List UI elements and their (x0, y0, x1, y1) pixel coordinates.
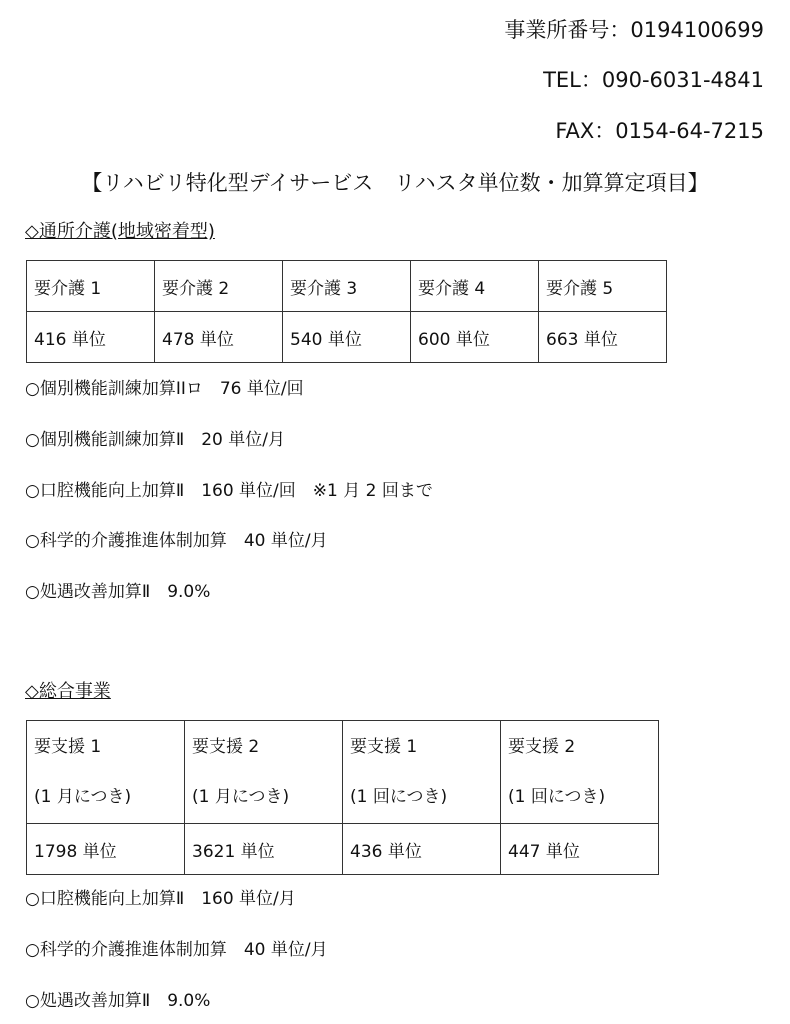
addition-item: ○科学的介護推進体制加算 40 単位/月 (25, 531, 328, 551)
addition-item: ○科学的介護推進体制加算 40 単位/月 (25, 940, 328, 960)
support-level-period: (1 月につき) (192, 787, 290, 807)
care-level-cell: 要介護 2 (155, 261, 283, 312)
unit-cell: 436 単位 (343, 824, 501, 875)
care-level-cell: 要介護 3 (283, 261, 411, 312)
addition-item: ○口腔機能向上加算Ⅱ 160 単位/回 ※1 月 2 回まで (25, 481, 433, 501)
support-level-period: (1 回につき) (350, 787, 448, 807)
fax-number: FAX：0154-64-7215 (555, 119, 764, 143)
care-level-cell: 要介護 5 (539, 261, 667, 312)
support-level-name: 要支援 2 (192, 737, 260, 757)
day-care-section-heading: ◇通所介護(地域密着型) (25, 221, 215, 242)
support-level-name: 要支援 1 (350, 737, 418, 757)
support-level-period: (1 月につき) (34, 787, 132, 807)
support-level-cell (185, 721, 343, 824)
table-row (27, 824, 659, 875)
table-row (27, 312, 667, 363)
unit-cell: 663 単位 (539, 312, 667, 363)
support-level-cell (343, 721, 501, 824)
unit-cell: 478 単位 (155, 312, 283, 363)
phone-number: TEL：090-6031-4841 (543, 68, 764, 92)
addition-item: ○個別機能訓練加算Ⅱ 20 単位/月 (25, 430, 285, 450)
support-level-period: (1 回につき) (508, 787, 606, 807)
table-row (27, 721, 659, 824)
support-level-cell (27, 721, 185, 824)
comprehensive-units-table (26, 720, 659, 875)
day-care-units-table (26, 260, 667, 363)
comprehensive-section-heading: ◇総合事業 (25, 681, 111, 702)
unit-cell: 600 単位 (411, 312, 539, 363)
support-level-cell (501, 721, 659, 824)
addition-item: ○個別機能訓練加算ⅠⅠロ 76 単位/回 (25, 379, 304, 399)
support-level-name: 要支援 2 (508, 737, 576, 757)
addition-item: ○口腔機能向上加算Ⅱ 160 単位/月 (25, 889, 296, 909)
care-level-cell: 要介護 1 (27, 261, 155, 312)
addition-item: ○処遇改善加算Ⅱ 9.0% (25, 582, 211, 602)
care-level-cell: 要介護 4 (411, 261, 539, 312)
unit-cell: 447 単位 (501, 824, 659, 875)
office-number: 事業所番号：0194100699 (504, 18, 764, 42)
addition-item: ○処遇改善加算Ⅱ 9.0% (25, 991, 211, 1011)
table-row (27, 261, 667, 312)
support-level-name: 要支援 1 (34, 737, 102, 757)
unit-cell: 416 単位 (27, 312, 155, 363)
unit-cell: 1798 単位 (27, 824, 185, 875)
unit-cell: 540 単位 (283, 312, 411, 363)
page-title: 【リハビリ特化型デイサービス リハスタ単位数・加算算定項目】 (81, 171, 709, 195)
unit-cell: 3621 単位 (185, 824, 343, 875)
